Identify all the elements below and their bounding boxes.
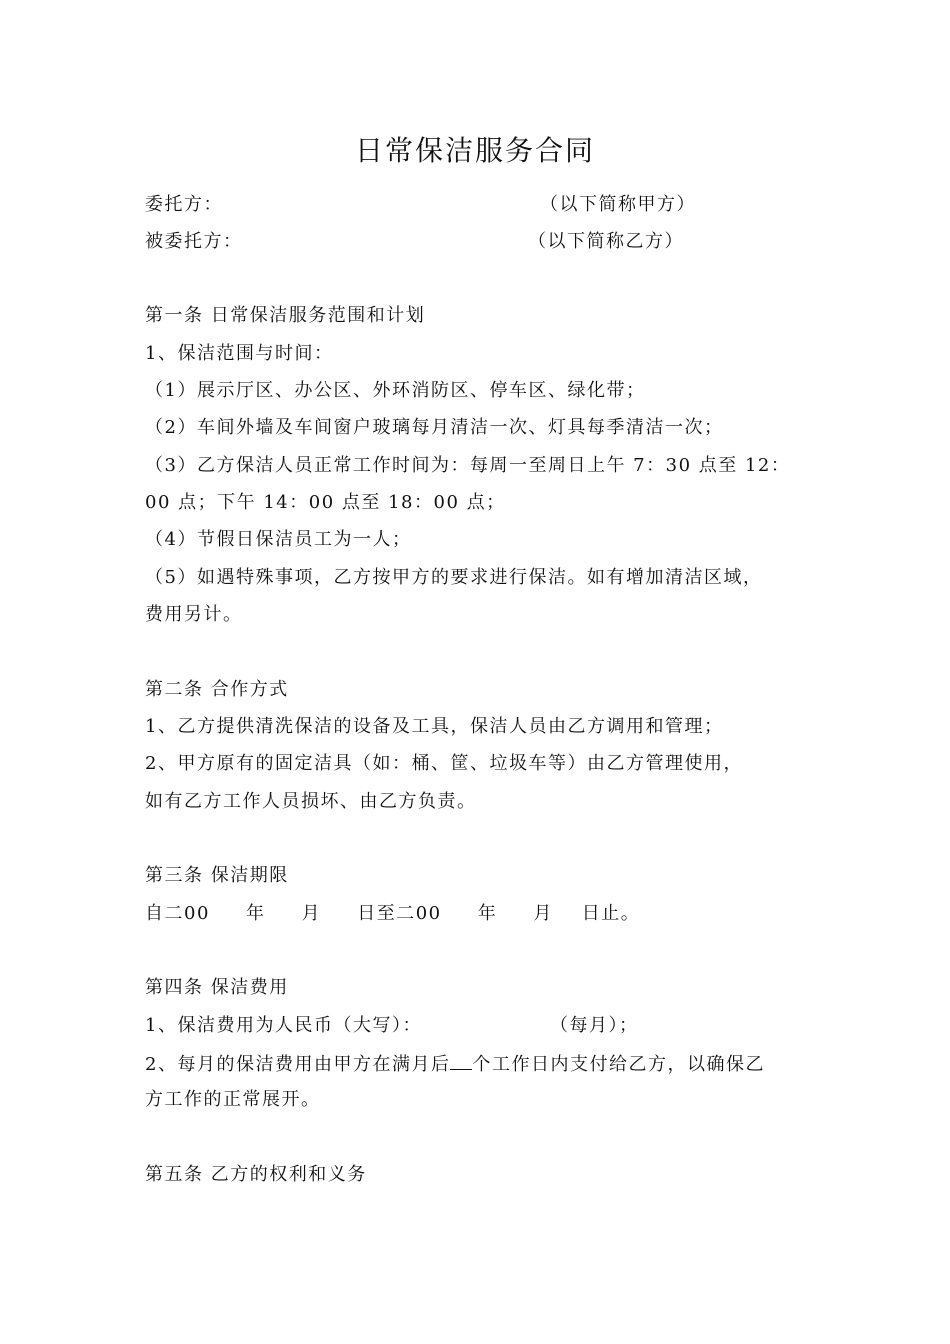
article4-heading: 第四条 保洁费用 [145, 977, 289, 998]
contractor-label: 被委托方： [145, 231, 243, 252]
document-title: 日常保洁服务合同 [354, 134, 595, 167]
article4-item1-suffix: （每月）； [550, 1015, 639, 1036]
article3-heading: 第三条 保洁期限 [145, 865, 289, 886]
contractor-note: （以下简称乙方） [528, 231, 684, 252]
article1-sub2: （2）车间外墙及车间窗户玻璃每月清洁一次、灯具每季清洁一次； [145, 417, 724, 438]
article3-period: 自二00 年 月 日至二00 年 月 日止。 [145, 903, 641, 924]
article4-item2-suffix: 个工作日内支付给乙方，以确保乙 [472, 1054, 765, 1075]
article4-item2-line2: 方工作的正常展开。 [145, 1089, 321, 1110]
article1-heading: 第一条 日常保洁服务范围和计划 [145, 305, 426, 326]
client-label: 委托方： [145, 194, 223, 215]
article4-item2-line1 [145, 1051, 765, 1077]
article1-sub1: （1）展示厅区、办公区、外环消防区、停车区、绿化带； [145, 380, 646, 401]
article1-item1: 1、保洁范围与时间： [145, 343, 334, 364]
article2-item2-line1: 2、甲方原有的固定洁具（如：桶、筐、垃圾车等）由乙方管理使用， [145, 753, 743, 774]
article1-sub3-line2: 00 点；下午 14：00 点至 18：00 点； [145, 492, 506, 513]
article1-sub4: （4）节假日保洁员工为一人； [145, 529, 412, 550]
payment-days-blank [450, 1051, 472, 1070]
article2-heading: 第二条 合作方式 [145, 679, 289, 700]
article2-item1: 1、乙方提供清洗保洁的设备及工具，保洁人员由乙方调用和管理； [145, 716, 724, 737]
article1-sub5-line2: 费用另计。 [145, 604, 243, 625]
article2-item2-line2: 如有乙方工作人员损坏、由乙方负责。 [145, 791, 477, 812]
client-note: （以下简称甲方） [540, 194, 696, 215]
article1-sub5-line1: （5）如遇特殊事项，乙方按甲方的要求进行保洁。如有增加清洁区域， [145, 567, 763, 588]
article4-item1-prefix: 1、保洁费用为人民币（大写）： [145, 1015, 422, 1036]
article5-heading: 第五条 乙方的权利和义务 [145, 1164, 367, 1185]
article1-sub3-line1: （3）乙方保洁人员正常工作时间为：每周一至周日上午 7：30 点至 12： [145, 455, 791, 476]
article4-item2-prefix: 2、每月的保洁费用由甲方在满月后 [145, 1054, 451, 1075]
